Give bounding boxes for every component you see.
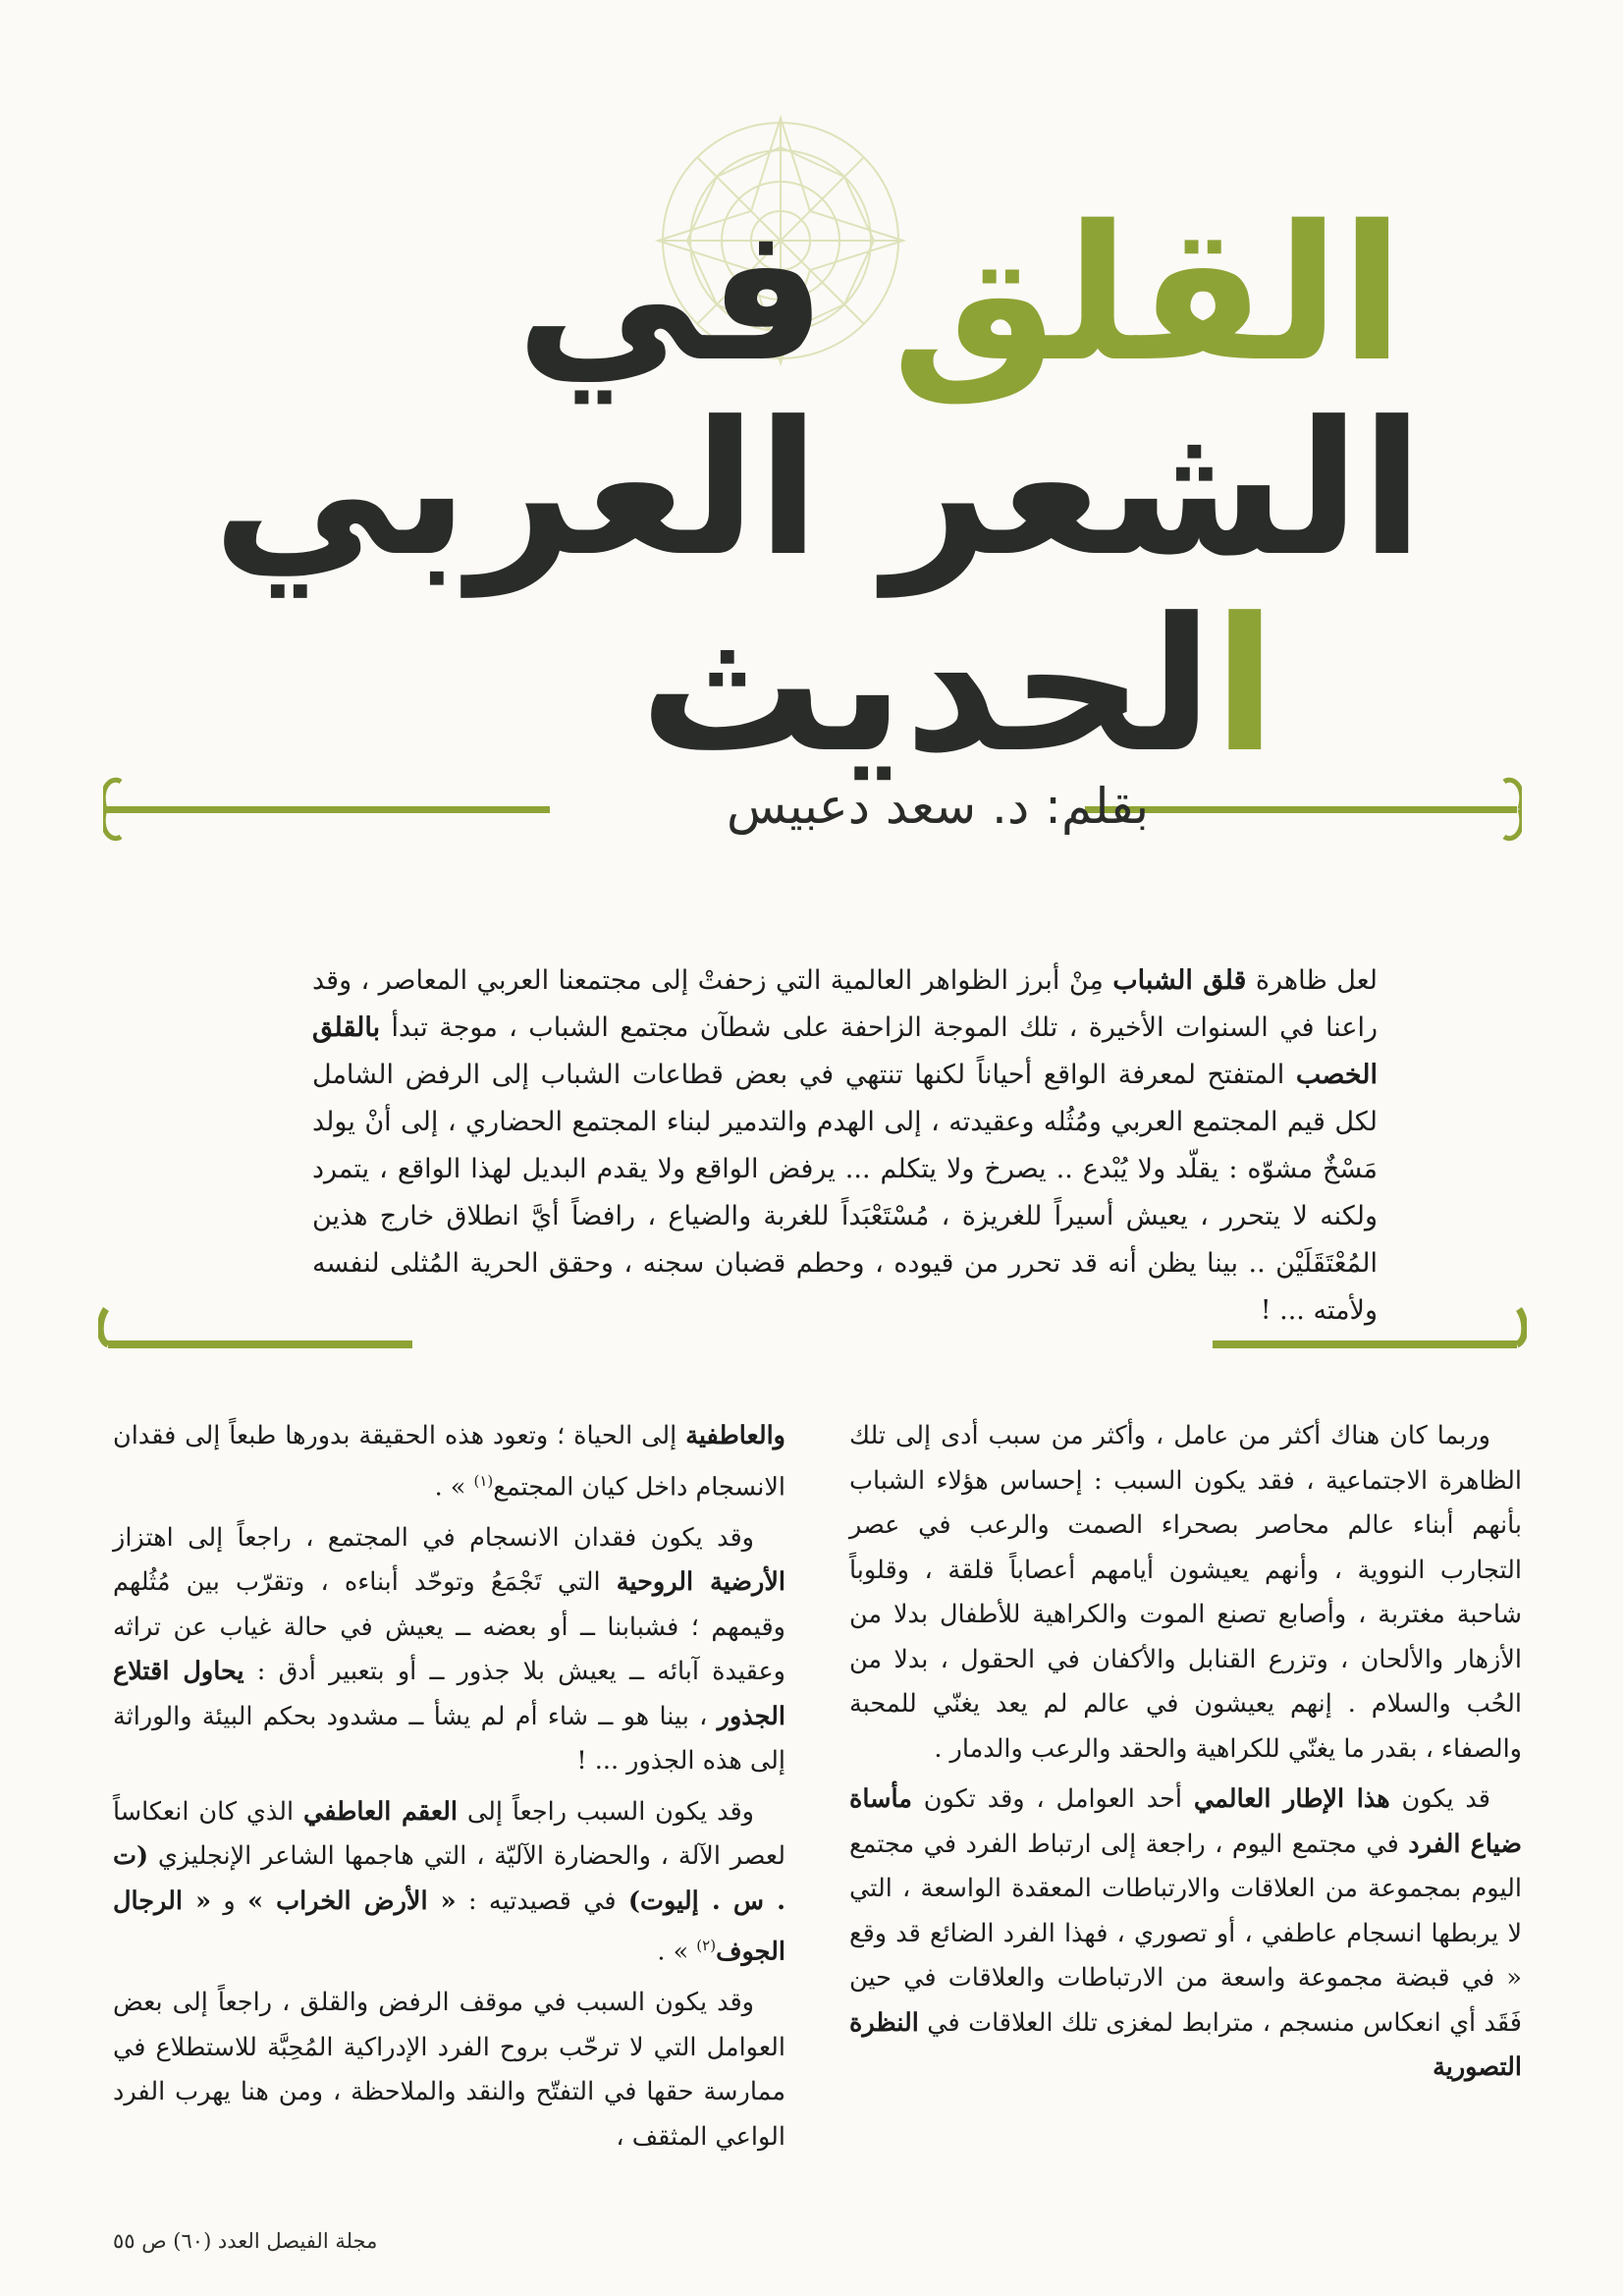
page-footer: مجلة الفيصل العدد (٦٠) ص ٥٥ (113, 2229, 378, 2253)
intro-bold-2: بالقلق الخصب (312, 1012, 1378, 1090)
intro-text: لعل ظاهرة قلق الشباب مِنْ أبرز الظواهر العالمية التي زحفتْ إلى مجتمعنا العربي المعاصر ، وقد راعنا في السنوات الأخيرة ، تلك الموجة الزاحفة على شطآن مجتمع الشباب ، موجة تبدأ بالقلق الخصب المتفتح لمعرفة الواقع أحياناً لكنها تنتهي في بعض قطاعات الشباب إلى الرفض الشامل لكل قيم المجتمع العربي ومُثُله وعقيدته ، إلى الهدم والتدمير لبناء المجتمع الحضاري ، إلى أنْ يولد مَسْخٌ مشوّه : يقلّد ولا يُبْدع .. يصرخ ولا يتكلم ... يرفض الواقع ولا يقدم البديل لهذا الواقع ، يتمرد ولكنه لا يتحرر ، يعيش أسيراً للغريزة ، مُسْتَعْبَداً للغربة والضياع ، رافضاً أيَّ انطلاق خارج هذين المُعْتَقَلَيْن .. بينا يظن أنه قد تحرر من قيوده ، وحطم قضبان سجنه ، وحقق الحرية المُثلى لنفسه ولأمته ... ! (312, 965, 1378, 1326)
left-paragraph-4: وقد يكون السبب في موقف الرفض والقلق ، راجعاً إلى بعض العوامل التي لا ترحّب بروح الفرد الإدراكية المُحِبَّة للاستطلاع في ممارسة حقها في التفتّح والنقد والملاحظة ، ومن هنا يهرب الفرد الواعي المثقف ، (113, 1988, 785, 2152)
left-paragraph-1: والعاطفية إلى الحياة ؛ وتعود هذه الحقيقة بدورها طبعاً إلى فقدان الانسجام داخل كيان المجتمع$^{(١)}$ » . (113, 1421, 785, 1502)
title-line-2: الشعر العربي (212, 382, 1424, 597)
byline-curl-left-icon (103, 780, 121, 809)
title-line-1 (515, 186, 1404, 403)
footnote-ref-2: (٢) (696, 1937, 717, 1954)
footnote-ref-1: (١) (473, 1471, 494, 1490)
left-paragraph-2: وقد يكون فقدان الانسجام في المجتمع ، راجعاً إلى اهتزاز الأرضية الروحية التي تَجْمَعُ وتوحّد أبناءه ، وتقرّب بين مُثُلهم وقيمهم ؛ فشبابنا ــ أو بعضه ــ يعيش في حالة غياب عن تراثه وعقيدة آبائه ــ يعيش بلا جذور ــ أو بتعبير أدق : يحاول اقتلاع الجذور ، بينا هو ــ شاء أم لم يشأ ــ مشدود بحكم البيئة والوراثة إلى هذه الجذور ... ! (113, 1522, 785, 1776)
divider-curl-right-icon (1517, 1309, 1525, 1344)
divider-curl-left-icon (100, 1309, 108, 1344)
author-byline: بقلم: د. سعد دعبيس (726, 778, 1149, 835)
section-divider (98, 1301, 1527, 1360)
body-column-right (849, 1414, 1522, 2097)
byline-curl-right-icon (1504, 780, 1522, 809)
title-line-3-rest: لحديث (639, 578, 1214, 793)
body-column-left (113, 1414, 785, 2165)
intro-bold-1: قلق الشباب (1112, 965, 1247, 996)
title-word-fi: في (515, 186, 827, 403)
title-line-3 (639, 578, 1276, 793)
byline-row (103, 776, 1522, 845)
title-word-qalaq: القلق (891, 186, 1404, 403)
byline-rule-left (103, 806, 550, 813)
article-title (212, 186, 1424, 793)
right-paragraph-1: وربما كان هناك أكثر من عامل ، وأكثر من سبب أدى إلى تلك الظاهرة الاجتماعية ، فقد يكون السبب : إحساس هؤلاء الشباب بأنهم أبناء عالم محاصر بصحراء الصمت والرعب في عصر التجارب النووية ، وأنهم يعيشون أيامهم أعصاباً قلقة ، وقلوباً شاحبة مغتربة ، وأصابع تصنع الموت والكراهية للأطفال بدلا من الأزهار والألحان ، وتزرع القنابل والأكفان في الحقول ، بدلا من الحُب والسلام . إنهم يعيشون في عالم لم يعد يغنّي للمحبة والصفاء ، بقدر ما يغنّي للكراهية والحقد والرعب والدمار . (849, 1421, 1522, 1764)
right-paragraph-2: قد يكون هذا الإطار العالمي أحد العوامل ، وقد تكون مأساة ضياع الفرد في مجتمع اليوم ، راجعة إلى ارتباط الفرد في مجتمع اليوم بمجموعة من العلاقات والارتباطات المعقدة الواسعة ، التي لا يربطها انسجام عاطفي ، أو تصوري ، فهذا الفرد الضائع قد وقع « في قبضة مجموعة واسعة من الارتباطات والعلاقات في حين فَقَد أي انعكاس منسجم ، مترابط لمغزى تلك العلاقات في النظرة التصورية (849, 1784, 1522, 2082)
title-line-3-accent: ا (1213, 578, 1276, 793)
intro-paragraph (312, 957, 1378, 1335)
left-paragraph-3: وقد يكون السبب راجعاً إلى العقم العاطفي الذي كان انعكاساً لعصر الآلة ، والحضارة الآليّة ، التي هاجمها الشاعر الإنجليزي (ت . س . إليوت) في قصيدتيه : « الأرض الخراب » و « الرجال الجوف$^{(٢)}$ » . (113, 1796, 785, 1967)
